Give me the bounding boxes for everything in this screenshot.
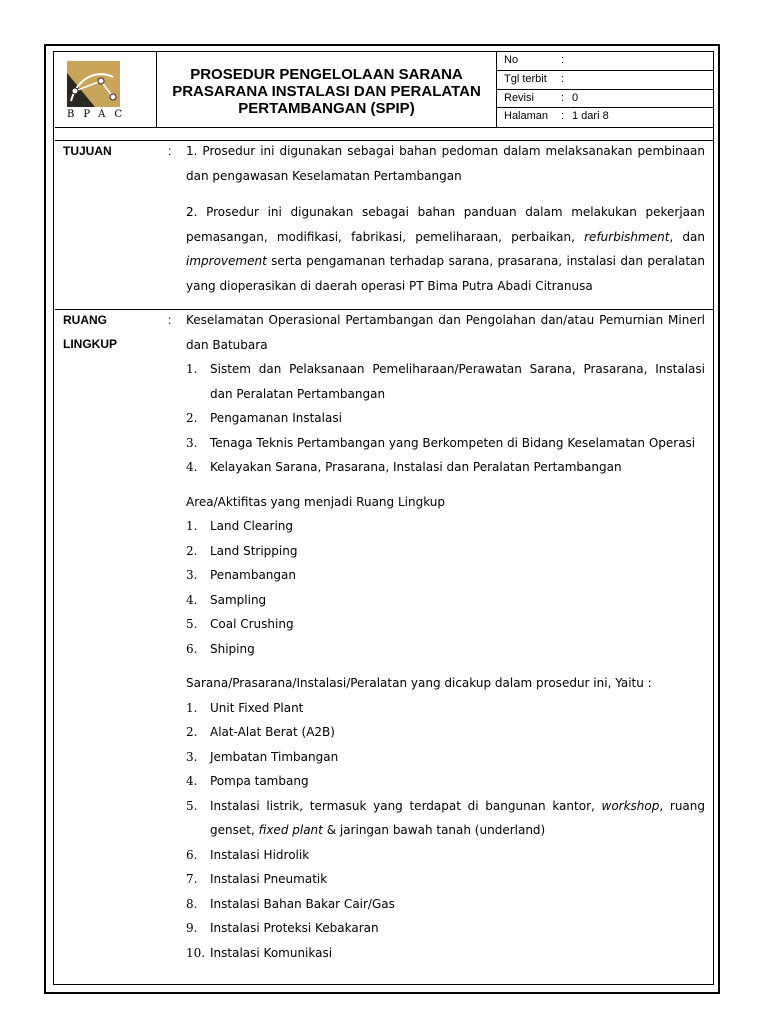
list-text: & jaringan bawah tanah (underland): [322, 823, 546, 837]
list-text: Sistem dan Pelaksanaan Pemeliharaan/Perawatan Sarana, Prasarana, Instalasi dan Peralatan Pertambangan: [210, 362, 705, 401]
text-italic: improvement: [186, 254, 267, 268]
list-number: 3.: [186, 568, 198, 582]
list-text: Sampling: [210, 592, 267, 607]
logo-text: BPAC: [67, 109, 132, 120]
meta-colon: :: [561, 110, 565, 123]
list-number: 2.: [186, 543, 198, 558]
section-colon: :: [168, 144, 172, 158]
text-italic: refurbishment: [584, 229, 670, 244]
list-number: 1.: [186, 519, 198, 533]
list-number: 2.: [186, 411, 198, 425]
meta-row-halaman: [497, 108, 713, 127]
list-item: [186, 514, 705, 539]
list-item: [186, 867, 705, 892]
list-number: 6.: [186, 847, 198, 862]
text-span: , dan: [669, 229, 705, 244]
list-number: 1.: [186, 362, 198, 376]
meta-colon: :: [561, 91, 565, 104]
list-text: Instalasi Bahan Bakar Cair/Gas: [210, 896, 395, 911]
list-item: [186, 431, 705, 456]
tujuan-paragraph-2: [186, 200, 705, 298]
list-item: [186, 769, 705, 794]
meta-row-no: [497, 52, 713, 71]
list-text: Penambangan: [210, 568, 296, 582]
meta-value: 0: [572, 91, 579, 104]
text-italic: workshop: [601, 798, 660, 813]
list-number: 6.: [186, 641, 198, 656]
list-number: 5.: [186, 798, 198, 813]
list-item: [186, 696, 705, 721]
scope-list: [186, 357, 705, 480]
company-logo: [55, 52, 157, 127]
text-span: 2. Prosedur ini digunakan sebagai bahan panduan dalam melakukan pekerjaan pemasangan, modifikasi, fabrikasi, pemeliharaan, perbaikan,: [186, 205, 705, 244]
section-tujuan: [55, 140, 713, 310]
list-number: 3.: [186, 435, 198, 450]
meta-label: No: [504, 54, 519, 66]
list-text: Unit Fixed Plant: [210, 700, 304, 715]
list-text: Tenaga Teknis Pertambangan yang Berkompeten di Bidang Keselamatan Operasi: [210, 435, 696, 450]
list-number: 7.: [186, 872, 198, 886]
list-item: [186, 612, 705, 637]
list-text: , ruang genset,: [210, 798, 705, 837]
meta-colon: :: [561, 54, 565, 66]
list-number: 9.: [186, 921, 198, 935]
list-text: Coal Crushing: [210, 617, 294, 631]
list-number: 1.: [186, 700, 198, 715]
section-ruang-lingkup: [55, 310, 713, 983]
meta-colon: :: [561, 72, 565, 85]
list-number: 4.: [186, 460, 198, 474]
list-item: [186, 637, 705, 662]
section-label-lingkup: LINGKUP: [63, 337, 117, 351]
list-text: Instalasi Proteksi Kebakaran: [210, 921, 379, 935]
tujuan-content: [186, 139, 705, 298]
sarana-heading: Sarana/Prasarana/Instalasi/Peralatan yang dicakup dalam prosedur ini, Yaitu :: [186, 676, 652, 690]
list-item: [186, 357, 705, 406]
list-number: 4.: [186, 592, 198, 607]
meta-row-revisi: [497, 90, 713, 109]
list-text: Land Stripping: [210, 543, 298, 558]
area-list: [186, 514, 705, 661]
list-text: Alat-Alat Berat (A2B): [210, 725, 335, 739]
meta-row-tgl-terbit: [497, 71, 713, 90]
ruang-intro: Keselamatan Operasional Pertambangan dan Pengolahan dan/atau Pemurnian Minerl dan Batubara: [186, 313, 705, 352]
text-span: serta pengamanan terhadap sarana, prasarana, instalasi dan peralatan yang dioperasikan di daerah operasi PT Bima Putra Abadi Citranusa: [186, 254, 705, 293]
list-item: [186, 563, 705, 588]
document-title: PROSEDUR PENGELOLAAN SARANA PRASARANA INSTALASI DAN PERALATAN PERTAMBANGAN (SPIP): [172, 65, 481, 117]
list-item: [186, 916, 705, 941]
section-label-tujuan: TUJUAN: [63, 144, 112, 158]
list-text: Instalasi Pneumatik: [210, 872, 328, 886]
list-item: [186, 843, 705, 868]
list-number: 8.: [186, 896, 198, 911]
sarana-list: [186, 696, 705, 966]
list-item: [186, 406, 705, 431]
list-number: 4.: [186, 774, 198, 788]
meta-label: Revisi: [504, 91, 534, 104]
list-number: 5.: [186, 617, 198, 631]
meta-value: 1 dari 8: [572, 110, 609, 123]
header-divider: [55, 127, 713, 128]
list-item: [186, 588, 705, 613]
list-item: [186, 892, 705, 917]
list-item: [186, 941, 705, 966]
area-heading: Area/Aktifitas yang menjadi Ruang Lingkup: [186, 494, 446, 509]
list-number: 3.: [186, 749, 198, 764]
list-text: Pengamanan Instalasi: [210, 411, 342, 425]
list-text: Instalasi listrik, termasuk yang terdapat di bangunan kantor,: [210, 798, 602, 813]
ruang-content: [186, 308, 705, 965]
list-item: [186, 745, 705, 770]
list-number: 2.: [186, 725, 198, 739]
list-text: Kelayakan Sarana, Prasarana, Instalasi dan Peralatan Pertambangan: [210, 460, 622, 474]
section-label-ruang: RUANG: [63, 313, 107, 327]
list-text: Instalasi Komunikasi: [210, 945, 333, 960]
meta-label: Tgl terbit: [504, 72, 547, 85]
list-item: [186, 455, 705, 480]
list-number: 10.: [186, 945, 206, 960]
meta-label: Halaman: [504, 110, 549, 123]
bpac-logo-icon: [65, 59, 122, 109]
list-text: Pompa tambang: [210, 774, 309, 788]
list-text: Jembatan Timbangan: [210, 749, 339, 764]
list-text: Shiping: [210, 641, 255, 656]
list-text: Instalasi Hidrolik: [210, 847, 310, 862]
text-italic: fixed plant: [258, 823, 323, 837]
list-item: [186, 720, 705, 745]
list-text: Land Clearing: [210, 519, 294, 533]
list-item: [186, 539, 705, 564]
tujuan-paragraph-1: 1. Prosedur ini digunakan sebagai bahan pedoman dalam melaksanakan pembinaan dan pengawasan Keselamatan Pertambangan: [186, 144, 705, 183]
section-colon: :: [168, 313, 172, 327]
list-item: [186, 794, 705, 843]
document-meta-table: [496, 52, 713, 127]
